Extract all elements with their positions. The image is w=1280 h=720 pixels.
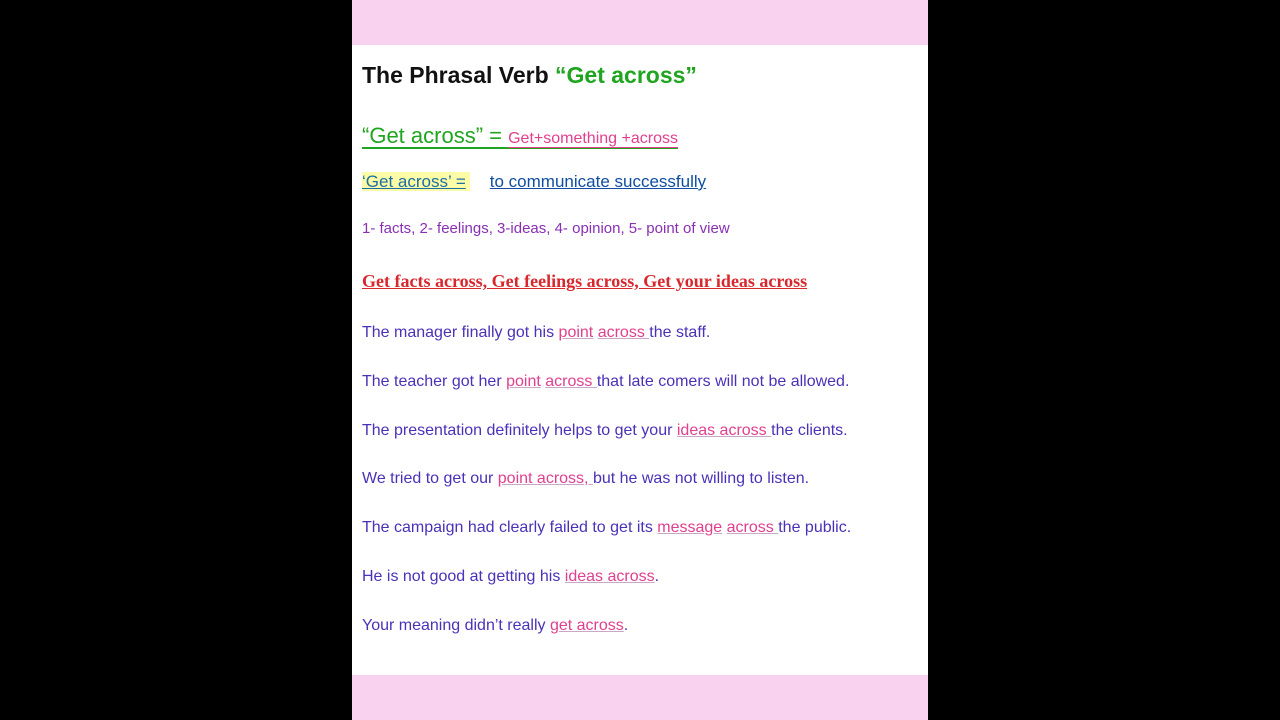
title-prefix: The Phrasal Verb — [362, 62, 556, 88]
example-sentence — [362, 373, 849, 391]
sentence-highlight: point — [506, 373, 541, 390]
definition-term: ‘Get across’ = — [362, 172, 470, 191]
sentence-text: The campaign had clearly failed to get its — [362, 519, 658, 536]
sentence-text: the staff. — [649, 324, 711, 341]
sentence-text: We tried to get our — [362, 470, 498, 487]
sentence-highlight: ideas across — [676, 422, 772, 439]
sentence-text: The manager finally got his — [362, 324, 559, 341]
sentence-text: that late comers will not be allowed. — [596, 373, 850, 390]
sentence-text: the public. — [778, 519, 852, 536]
formula-pattern: Get+something +across — [508, 130, 678, 147]
sentence-highlight: point — [558, 324, 594, 341]
sentence-highlight: get across — [549, 617, 624, 634]
formula-line — [362, 123, 678, 149]
sentence-text: Your meaning didn’t really — [362, 617, 550, 634]
sentence-text: He is not good at getting his — [362, 568, 565, 585]
sentence-highlight: across — [597, 324, 650, 341]
top-pink-band — [352, 0, 928, 45]
sentence-text: . — [623, 617, 629, 634]
title-phrase: “Get across” — [555, 62, 697, 88]
sentence-text: but he was not willing to listen. — [592, 470, 810, 487]
formula-phrase: “Get across” = — [362, 123, 509, 148]
examples-heading: Get facts across, Get feelings across, Get your ideas across — [362, 271, 808, 291]
sentence-text: The teacher got her — [362, 373, 507, 390]
sentence-highlight: message — [657, 519, 723, 536]
example-sentence — [362, 422, 848, 440]
slide-page — [352, 0, 928, 720]
sentence-highlight: across — [726, 519, 779, 536]
usage-list: 1- facts, 2- feelings, 3-ideas, 4- opinion, 5- point of view — [362, 220, 730, 237]
sentence-text: . — [654, 568, 660, 585]
page-title — [362, 62, 697, 89]
definition-line — [362, 172, 706, 192]
sentence-text: the clients. — [771, 422, 848, 439]
sentence-text: The presentation definitely helps to get your — [362, 422, 677, 439]
example-sentence — [362, 324, 710, 342]
example-sentence — [362, 519, 851, 537]
definition-meaning: to communicate successfully — [489, 172, 707, 191]
bottom-pink-band — [352, 675, 928, 720]
sentence-highlight: across — [545, 373, 597, 390]
example-sentence — [362, 617, 628, 635]
example-sentence — [362, 470, 809, 488]
example-sentence — [362, 568, 659, 586]
sentence-highlight: ideas across — [564, 568, 655, 585]
sentence-highlight: point across, — [497, 470, 593, 487]
